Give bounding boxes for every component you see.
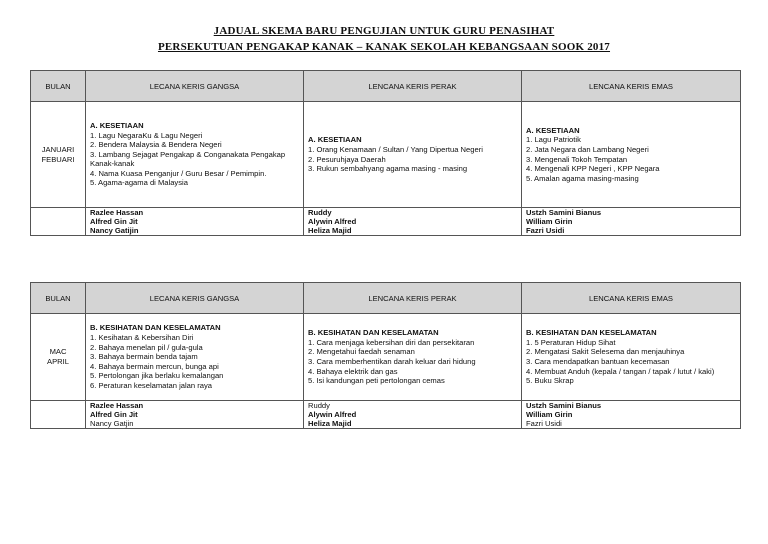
teacher-name: Heliza Majid (308, 419, 352, 428)
month-line-2: APRIL (47, 357, 69, 366)
emas-topic: A. KESETIAAN (526, 125, 580, 135)
list-item: 3. Cara memberhentikan darah keluar dari hidung (308, 357, 476, 366)
gangsa-cell (86, 314, 304, 401)
names-emas (522, 401, 741, 429)
month-line-1: MAC (49, 347, 67, 356)
month-line-2: FEBUARI (41, 154, 75, 164)
list-item: 4. Bahaya elektrik dan gas (308, 366, 398, 376)
list-item: 1. 5 Peraturan Hidup Sihat (526, 337, 616, 347)
month-line-1: JANUARI (41, 144, 75, 154)
title-line-2: PERSEKUTUAN PENGAKAP KANAK – KANAK SEKOLAH KEBANGSAAN SOOK 2017 (157, 41, 611, 53)
teacher-name: Razlee Hassan (90, 208, 144, 217)
list-item: 4. Membuat Anduh (kepala / tangan / tapak / lutut / kaki) (526, 366, 715, 376)
month-cell (31, 102, 86, 208)
teacher-name: Alfred Gin Jit (90, 217, 138, 226)
gangsa-cell (86, 102, 304, 208)
header-perak: LENCANA KERIS PERAK (304, 71, 522, 102)
names-bulan-blank (31, 208, 86, 236)
list-item: 3. Rukun sembahyang agama masing - masing (308, 164, 468, 174)
teacher-name: Ruddy (308, 208, 332, 217)
list-item: 3. Cara mendapatkan bantuan kecemasan (526, 357, 670, 366)
list-item: 5. Amalan agama masing-masing (526, 173, 639, 183)
content-row (31, 314, 741, 401)
list-item: 3. Bahaya bermain benda tajam (90, 352, 198, 362)
list-item: 5. Buku Skrap (526, 376, 574, 386)
list-item: 3. Mengenali Tokoh Tempatan (526, 154, 628, 164)
teacher-name: Alywin Alfred (308, 410, 357, 419)
list-item: 6. Peraturan keselamatan jalan raya (90, 380, 212, 390)
emas-cell (522, 314, 741, 401)
list-item: 5. Pertolongan jika berlaku kemalangan (90, 371, 224, 381)
names-row (31, 208, 741, 236)
perak-cell (304, 314, 522, 401)
emas-topic: B. KESIHATAN DAN KESELAMATAN (526, 328, 657, 338)
schedule-table-2 (30, 282, 741, 429)
gangsa-topic: A. KESETIAAN (90, 120, 144, 130)
teacher-name: Nancy Gatijin (90, 226, 139, 235)
header-gangsa: LECANA KERIS GANGSA (86, 283, 304, 314)
teacher-name: William Girin (526, 217, 573, 226)
teacher-name: Razlee Hassan (90, 401, 144, 410)
header-row (31, 283, 741, 314)
title-line-1: JADUAL SKEMA BARU PENGUJIAN UNTUK GURU PENASIHAT (213, 25, 555, 37)
header-gangsa: LECANA KERIS GANGSA (86, 71, 304, 102)
list-item: 4. Nama Kuasa Penganjur / Guru Besar / Pemimpin. (90, 168, 267, 178)
list-item: 4. Bahaya bermain mercun, bunga api (90, 361, 219, 371)
list-item: 2. Mengetahui faedah senaman (308, 347, 415, 357)
teacher-name: Fazri Usidi (526, 226, 565, 235)
list-item: 3. Lambang Sejagat Pengakap & Conganakata Pengakap Kanak-kanak (90, 149, 286, 169)
list-item: 4. Mengenali KPP Negeri , KPP Negara (526, 164, 660, 174)
list-item: 2. Pesuruhjaya Daerah (308, 154, 386, 164)
teacher-name: Nancy Gatjin (90, 419, 134, 428)
list-item: 1. Orang Kenamaan / Sultan / Yang Dipertua Negeri (308, 144, 483, 154)
header-bulan: BULAN (31, 283, 86, 314)
names-emas (522, 208, 741, 236)
list-item: 2. Bahaya menelan pil / gula-gula (90, 342, 203, 352)
list-item: 2. Mengatasi Sakit Selesema dan menjauhinya (526, 347, 685, 357)
header-emas: LENCANA KERIS EMAS (522, 283, 741, 314)
list-item: 2. Jata Negara dan Lambang Negeri (526, 144, 649, 154)
teacher-name: Ruddy (308, 401, 330, 410)
header-perak: LENCANA KERIS PERAK (304, 283, 522, 314)
names-gangsa (86, 401, 304, 429)
list-item: 1. Cara menjaga kebersihan diri dan persekitaran (308, 337, 475, 347)
teacher-name: Alywin Alfred (308, 217, 357, 226)
teacher-name: William Girin (526, 410, 573, 419)
names-gangsa (86, 208, 304, 236)
names-row (31, 401, 741, 429)
list-item: 5. Agama-agama di Malaysia (90, 178, 188, 188)
names-bulan-blank (31, 401, 86, 429)
teacher-name: Heliza Majid (308, 226, 352, 235)
teacher-name: Ustzh Samini Bianus (526, 208, 602, 217)
names-perak (304, 208, 522, 236)
list-item: 5. Isi kandungan peti pertolongan cemas (308, 376, 445, 386)
content-row (31, 102, 741, 208)
perak-cell (304, 102, 522, 208)
names-perak (304, 401, 522, 429)
list-item: 2. Bendera Malaysia & Bendera Negeri (90, 140, 222, 150)
list-item: 1. Lagu NegaraKu & Lagu Negeri (90, 130, 203, 140)
perak-topic: B. KESIHATAN DAN KESELAMATAN (308, 328, 439, 338)
gangsa-topic: B. KESIHATAN DAN KESELAMATAN (90, 323, 221, 333)
list-item: 1. Lagu Patriotik (526, 135, 581, 145)
header-emas: LENCANA KERIS EMAS (522, 71, 741, 102)
month-cell (31, 314, 86, 401)
header-row (31, 71, 741, 102)
header-bulan: BULAN (31, 71, 86, 102)
teacher-name: Alfred Gin Jit (90, 410, 138, 419)
teacher-name: Ustzh Samini Bianus (526, 401, 602, 410)
perak-topic: A. KESETIAAN (308, 135, 362, 145)
schedule-table-1 (30, 70, 741, 236)
emas-cell (522, 102, 741, 208)
list-item: 1. Kesihatan & Kebersihan Diri (90, 333, 194, 343)
teacher-name: Fazri Usidi (526, 419, 562, 428)
